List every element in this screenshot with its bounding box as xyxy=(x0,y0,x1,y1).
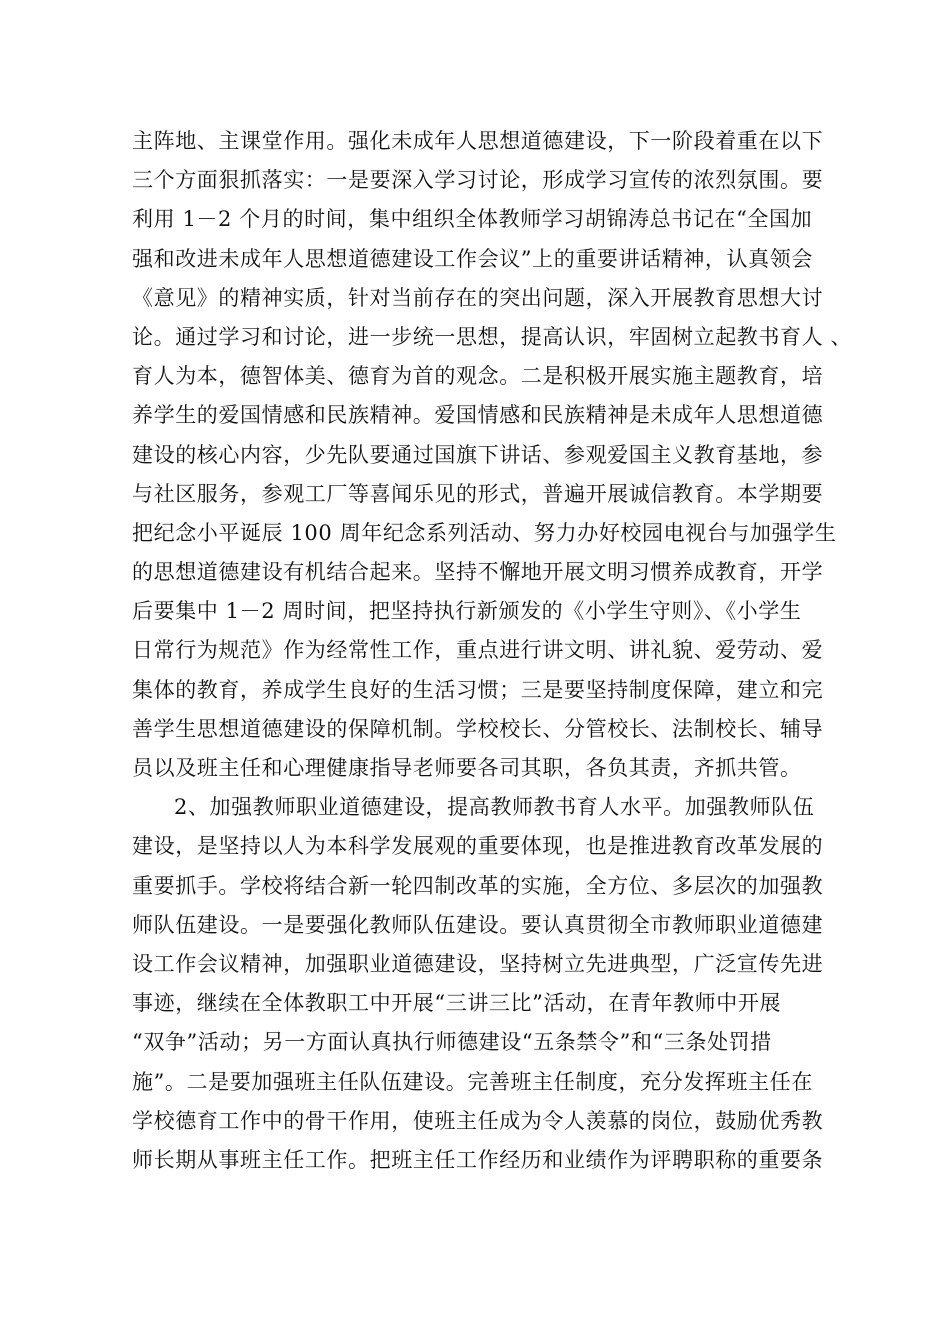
text-line: 《意见》的精神实质，针对当前存在的突出问题，深入开展教育思想大讨 xyxy=(132,285,824,310)
text-line: 集体的教育，养成学生良好的生活习惯；三是要坚持制度保障，建立和完 xyxy=(132,677,824,702)
text-line: “双争”活动；另一方面认真执行师德建设“五条禁令”和“三条处罚措 xyxy=(132,1030,772,1055)
text-line: 养学生的爱国情感和民族精神。爱国情感和民族精神是未成年人思想道德 xyxy=(132,403,824,428)
paragraph-start-line: 2、加强教师职业道德建设，提高教师教书育人水平。加强教师队伍 xyxy=(174,795,815,820)
text-line: 与社区服务，参观工厂等喜闻乐见的形式，普遍开展诚信教育。本学期要 xyxy=(132,481,824,506)
text-line: 把纪念小平诞辰 100 周年纪念系列活动、努力办好校园电视台与加强学生 xyxy=(132,520,837,545)
text-line: 三个方面狠抓落实：一是要深入学习讨论，形成学习宣传的浓烈氛围。要 xyxy=(132,168,824,193)
text-line: 论。通过学习和讨论，进一步统一思想，提高认识，牢固树立起教书育人 、 xyxy=(132,324,853,349)
text-line: 育人为本，德智体美、德育为首的观念。二是积极开展实施主题教育，培 xyxy=(132,364,824,389)
text-line: 建设，是坚持以人为本科学发展观的重要体现，也是推进教育改革发展的 xyxy=(132,834,824,859)
text-line: 学校德育工作中的骨干作用，使班主任成为令人羡慕的岗位，鼓励优秀教 xyxy=(132,1108,824,1133)
text-line: 设工作会议精神，加强职业道德建设，坚持树立先进典型，广泛宣传先进 xyxy=(132,951,824,976)
text-line: 员以及班主任和心理健康指导老师要各司其职，各负其责，齐抓共管。 xyxy=(132,756,802,780)
text-line: 利用 1－2 个月的时间，集中组织全体教师学习胡锦涛总书记在“全国加 xyxy=(132,207,813,232)
text-line: 事迹，继续在全体教职工中开展“三讲三比”活动，在青年教师中开展 xyxy=(132,991,782,1016)
text-line: 建设的核心内容，少先队要通过国旗下讲话、参观爱国主义教育基地，参 xyxy=(132,442,824,467)
text-line: 施”。二是要加强班主任队伍建设。完善班主任制度，充分发挥班主任在 xyxy=(132,1069,813,1094)
text-line: 善学生思想道德建设的保障机制。学校校长、分管校长、法制校长、辅导 xyxy=(132,716,824,741)
text-line: 的思想道德建设有机结合起来。坚持不懈地开展文明习惯养成教育，开学 xyxy=(132,560,824,585)
text-line: 主阵地、主课堂作用。强化未成年人思想道德建设，下一阶段着重在以下 xyxy=(132,129,824,153)
text-line: 师长期从事班主任工作。把班主任工作经历和业绩作为评聘职称的重要条 xyxy=(132,1147,824,1172)
text-line: 师队伍建设。一是要强化教师队伍建设。要认真贯彻全市教师职业道德建 xyxy=(132,912,824,937)
text-line: 强和改进未成年人思想道德建设工作会议”上的重要讲话精神，认真领会 xyxy=(132,246,813,271)
text-line: 后要集中 1－2 周时间，把坚持执行新颁发的《小学生守则》、《小学生 xyxy=(132,599,802,624)
body-text xyxy=(132,122,872,1180)
text-line: 日常行为规范》作为经常性工作，重点进行讲文明、讲礼貌、爱劳动、爱 xyxy=(132,638,824,663)
text-line: 重要抓手。学校将结合新一轮四制改革的实施，全方位、多层次的加强教 xyxy=(132,873,824,898)
